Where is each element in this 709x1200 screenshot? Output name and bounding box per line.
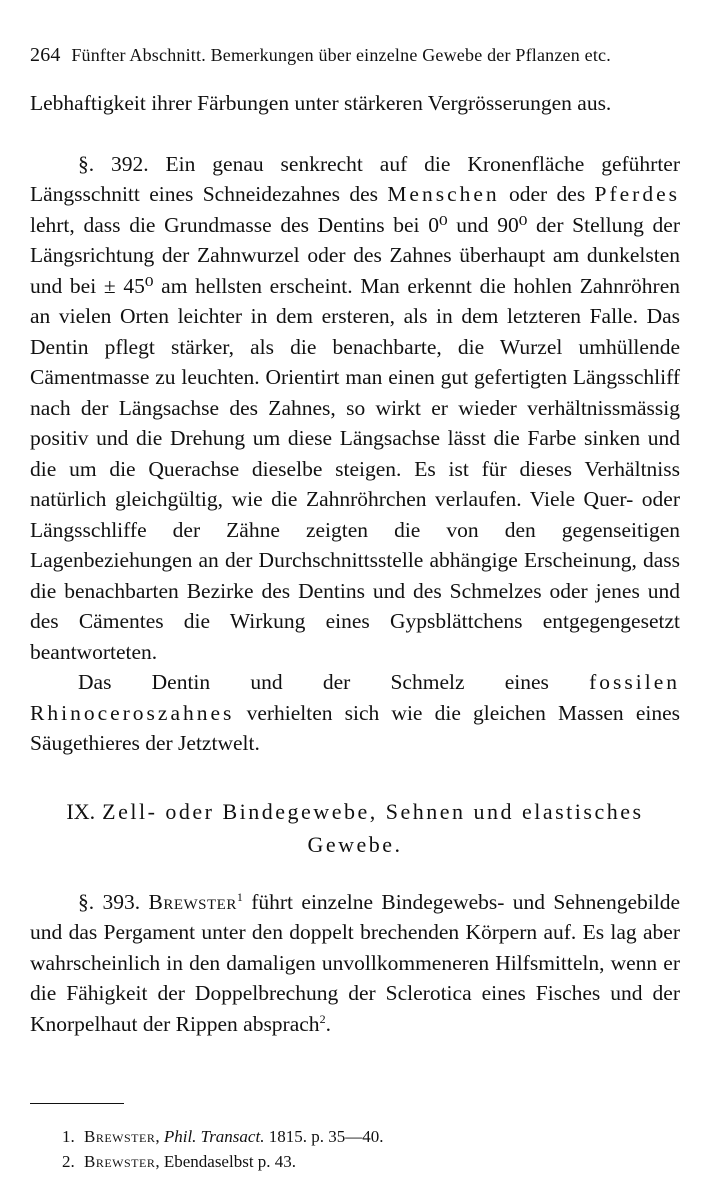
paragraph-392 [30, 149, 680, 668]
text-run: Das Dentin und der Schmelz eines [78, 670, 590, 694]
section-heading [30, 795, 680, 861]
text-run: verhielten sich wie die gleichen Massen eines Säugethieres der Jetztwelt. [30, 700, 680, 755]
text-run: führt einzelne Bindegewebs- und Sehnengebilde und das Pergament unter den doppelt brechenden Körpern auf. Es lag aber wahrscheinlich in den damaligen unvollkommeneren Hilfsmitteln, wenn er die Fähigkeit der Doppelbrechung der Sclerotica eines Fisches und der Knorpelhaut der Rippen absprach [30, 889, 680, 1036]
footnote-sep: , [155, 1127, 164, 1146]
paragraph-393 [30, 887, 680, 1040]
author-name: Brewster [148, 889, 237, 914]
text-run: lehrt, dass die Grundmasse des Dentins bei 0⁰ und 90⁰ der Stellung der Längsrichtung der Zahnwurzel oder des Zahnes überhaupt am dunkelsten und bei ± 45⁰ am hellsten erscheint. Man erkennt die hohlen Zahnröhren an vielen Orten leichter in dem ersteren, als in dem letzteren Falle. Das Dentin pflegt stärker, als die benachbarte, die Wurzel umhüllende Cämentmasse zu leuchten. Orientirt man einen gut gefertigten Längsschliff nach der Längsachse des Zahnes, so wirkt er wieder verhältnissmässig positiv und die Drehung um diese Längsachse lässt die Farbe sinken und die um die Querachse dieselbe steigen. Es ist für dieses Verhältniss natürlich gleichgültig, wie die Zahnröhrchen verlaufen. Viele Quer- oder Längsschliffe der Zähne zeigten die von den gegenseitigen Lagenbeziehungen an der Durchschnittsstelle abhängige Erscheinung, dass die benachbarten Bezirke des Dentins und des Schmelzes oder jenes und des Cämentes die Wirkung eines Gypsblättchens entgegengesetzt beantworteten. [30, 212, 680, 664]
text-run: §. 393. [78, 889, 149, 914]
text-run: . [325, 1011, 331, 1036]
footnote-rest: Ebendaselbst p. 43. [163, 1152, 297, 1171]
footnote-sep: , [155, 1152, 164, 1171]
body-text [30, 88, 680, 1039]
footnote [62, 1124, 383, 1149]
footnote-rest: 1815. p. 35—40. [264, 1127, 384, 1146]
footnote-author: Brewster [84, 1127, 156, 1146]
running-title: Fünfter Abschnitt. Bemerkungen über einzelne Gewebe der Pflanzen etc. [71, 45, 611, 65]
footnote-ref-1[interactable]: 1 [236, 889, 243, 904]
spaced-word-pferdes: Pferdes [594, 182, 680, 206]
text-run: oder des [499, 182, 595, 206]
footnote-number: 2. [62, 1152, 75, 1171]
continued-paragraph: Lebhaftigkeit ihrer Färbungen unter stärkeren Vergrösserungen aus. [30, 91, 612, 115]
footnote-divider [30, 1103, 124, 1104]
section-title: Zell- oder Bindegewebe, Sehnen und elastisches Gewebe. [102, 798, 644, 857]
footnotes [62, 1124, 383, 1174]
spaced-word-fossilen: fossilen [589, 670, 680, 694]
spaced-word-rhinoceroszahnes: Rhinoceroszahnes [30, 700, 235, 725]
footnote-author: Brewster [84, 1152, 156, 1171]
footnote-ref-2[interactable]: 2 [319, 1011, 326, 1026]
footnote [62, 1149, 383, 1174]
text-run: §. 392. Ein genau senkrecht auf die Kronenfläche geführter Längsschnitt eines Schneidezahnes des [30, 151, 680, 206]
paragraph-fossil [30, 667, 680, 759]
footnote-title: Phil. Transact. [163, 1127, 265, 1146]
page-number: 264 [30, 44, 61, 66]
running-header [30, 44, 690, 67]
footnote-number: 1. [62, 1127, 75, 1146]
section-number: IX. [66, 798, 96, 824]
spaced-word-menschen: Menschen [387, 182, 500, 206]
